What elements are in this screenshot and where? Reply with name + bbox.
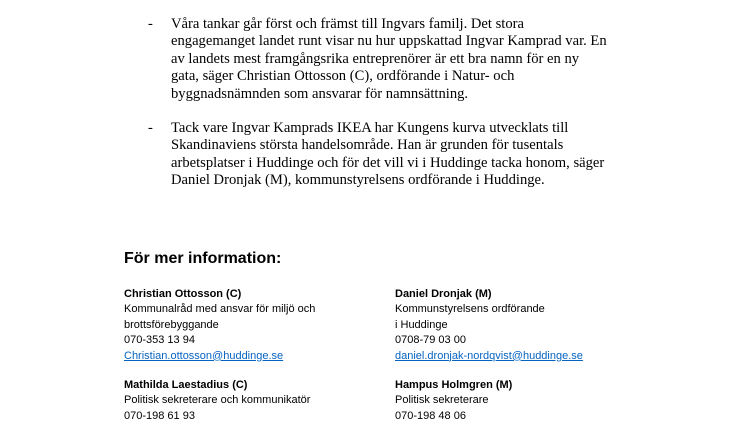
contact-card (124, 287, 384, 364)
contact-name: Hampus Holmgren (M) (395, 379, 513, 391)
contact-email-link[interactable]: daniel.dronjak-nordqvist@huddinge.se (395, 349, 583, 362)
contact-card (395, 378, 655, 424)
quote-paragraph: Tack vare Ingvar Kamprads IKEA har Kungens kurva utvecklats till Skandinaviens största handelsområde. Han är grunden för tusentals arbetsplatser i Huddinge och för det vill vi i Huddinge tacka honom, säger Daniel Dronjak (M), kommunstyrelsens ordförande i Huddinge. (171, 120, 605, 189)
bullet-marker: - (148, 16, 153, 32)
contact-role: Politisk sekreterare (395, 394, 489, 407)
contact-name: Mathilda Laestadius (C) (124, 379, 248, 391)
contact-name: Daniel Dronjak (M) (395, 288, 492, 300)
info-heading: För mer information: (124, 250, 282, 267)
contact-phone: 0708-79 03 00 (395, 334, 466, 347)
contact-role: Kommunstyrelsens ordförande (395, 303, 545, 316)
contact-email-link[interactable]: Christian.ottosson@huddinge.se (124, 349, 284, 362)
contact-card (395, 287, 655, 364)
contact-role: i Huddinge (395, 318, 448, 331)
contact-card (124, 378, 384, 424)
contact-name: Christian Ottosson (C) (124, 288, 242, 300)
bullet-marker: - (148, 120, 153, 136)
contact-phone: 070-353 13 94 (124, 334, 195, 347)
quote-paragraph: Våra tankar går först och främst till Ingvars familj. Det stora engagemanget landet runt visar nu hur uppskattad Ingvar Kamprad var. En av landets mest framgångsrika entreprenörer är ett bra namn för en ny gata, säger Christian Ottosson (C), ordförande i Natur- och byggnadsnämnden som ansvarar för namnsättning. (171, 16, 607, 102)
contact-role: Kommunalråd med ansvar för miljö och (124, 303, 316, 316)
contact-role: brottsförebyggande (124, 318, 219, 331)
contact-phone: 070-198 48 06 (395, 409, 466, 422)
contact-role: Politisk sekreterare och kommunikatör (124, 394, 311, 407)
contact-phone: 070-198 61 93 (124, 409, 195, 422)
